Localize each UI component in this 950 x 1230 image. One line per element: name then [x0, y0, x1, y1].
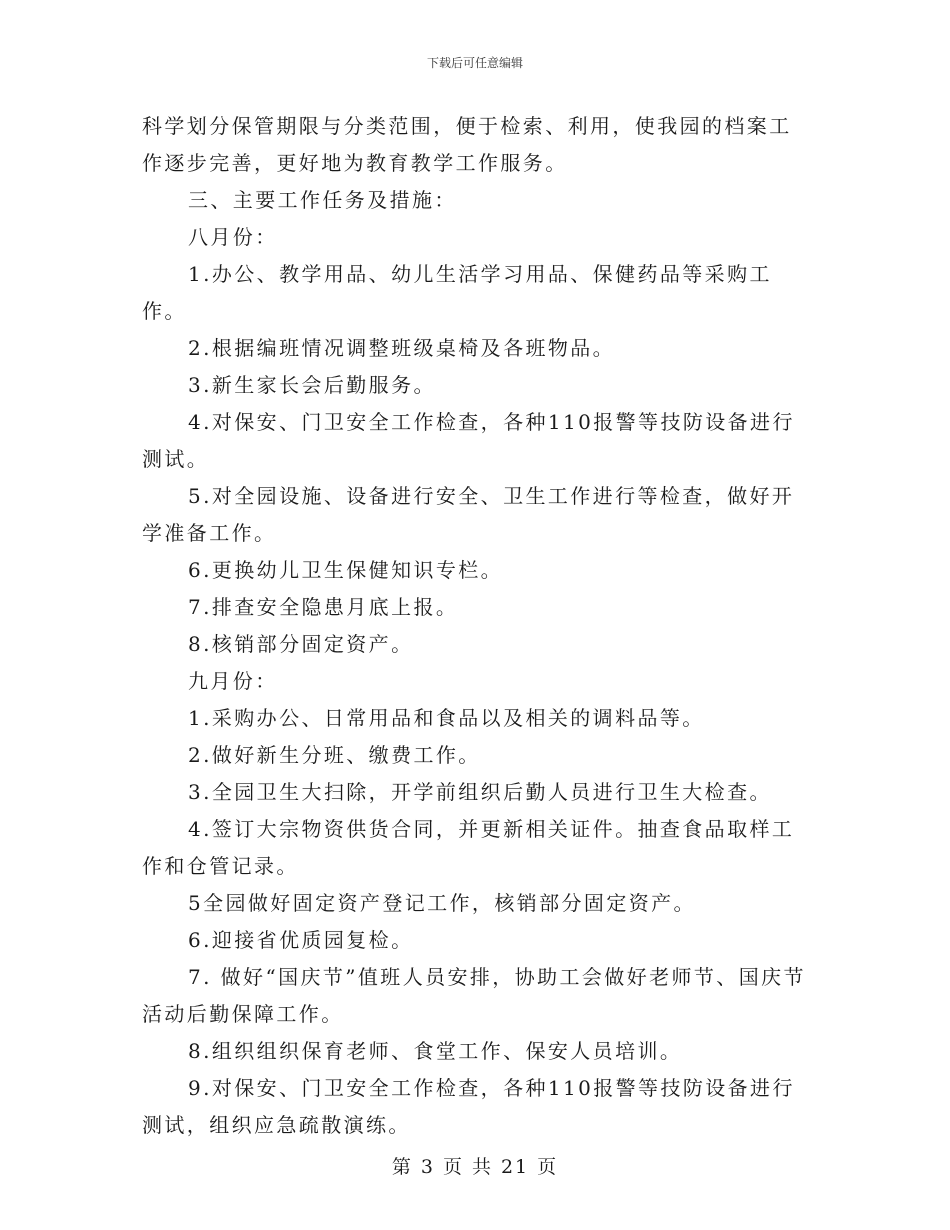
- list-item: 8.核销部分固定资产。: [188, 632, 414, 656]
- footer-current-page: 3: [420, 1156, 435, 1178]
- footer-total-pages: 21: [500, 1156, 530, 1178]
- section-heading: 三、主要工作任务及措施：: [188, 188, 457, 212]
- footer-label-di: 第: [391, 1156, 413, 1178]
- month-heading-august: 八月份：: [188, 225, 278, 249]
- footer-label-ye2: 页: [537, 1156, 559, 1178]
- list-item: 1.采购办公、日常用品和食品以及相关的调料品等。: [188, 706, 705, 730]
- footer-label-ye: 页: [442, 1156, 464, 1178]
- footer-label-gong: 共: [471, 1156, 493, 1178]
- list-item: 9.对保安、门卫安全工作检查，各种110报警等技防设备进行测试，组织应急疏散演练。: [142, 1076, 795, 1137]
- list-item: 7.排查安全隐患月底上报。: [188, 595, 459, 619]
- paragraph: 科学划分保管期限与分类范围，便于检索、利用，使我园的档案工作逐步完善，更好地为教育教学工作服务。: [142, 114, 792, 175]
- page-header-note: 下载后可任意编辑: [426, 56, 523, 70]
- list-item: 2.做好新生分班、缴费工作。: [188, 743, 481, 767]
- list-item: 7. 做好“国庆节”值班人员安排，协助工会做好老师节、国庆节活动后勤保障工作。: [142, 965, 806, 1026]
- page-number-footer: [0, 1152, 950, 1179]
- list-item: 5全园做好固定资产登记工作，核销部分固定资产。: [188, 891, 696, 915]
- list-item: 4.对保安、门卫安全工作检查，各种110报警等技防设备进行测试。: [142, 410, 795, 471]
- list-item: 5.对全园设施、设备进行安全、卫生工作进行等检查，做好开学准备工作。: [142, 484, 795, 545]
- document-body: [142, 108, 810, 1144]
- month-heading-september: 九月份：: [188, 669, 278, 693]
- list-item: 4.签订大宗物资供货合同，并更新相关证件。抽查食品取样工作和仓管记录。: [142, 817, 795, 878]
- list-item: 6.迎接省优质园复检。: [188, 928, 414, 952]
- list-item: 1.办公、教学用品、幼儿生活学习用品、保健药品等采购工作。: [142, 262, 772, 323]
- list-item: 3.全园卫生大扫除，开学前组织后勤人员进行卫生大检查。: [188, 780, 772, 804]
- list-item: 8.组织组织保育老师、食堂工作、保安人员培训。: [188, 1039, 683, 1063]
- list-item: 2.根据编班情况调整班级桌椅及各班物品。: [188, 336, 616, 360]
- list-item: 6.更换幼儿卫生保健知识专栏。: [188, 558, 504, 582]
- list-item: 3.新生家长会后勤服务。: [188, 373, 436, 397]
